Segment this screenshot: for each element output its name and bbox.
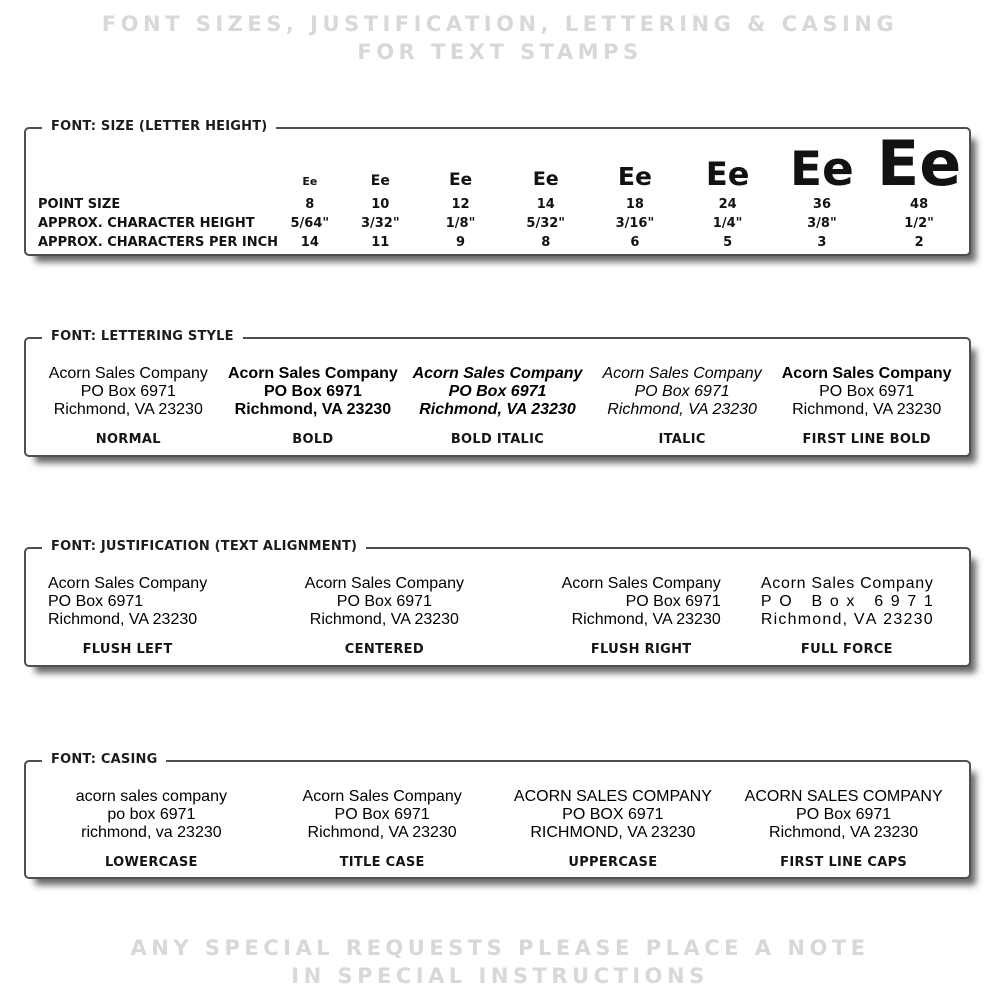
lettering-column-bold <box>221 365 406 447</box>
ee-sample-36pt: Ee <box>789 142 854 197</box>
chars-per-inch-value: 3 <box>817 235 827 250</box>
ee-sample-48pt: Ee <box>876 127 962 200</box>
justification-column-flush-right <box>497 575 735 658</box>
point-size-value: 14 <box>536 197 555 212</box>
chars-per-inch-value: 6 <box>630 235 640 250</box>
ee-sample-8pt: Ee <box>302 175 318 188</box>
address-sample: Acorn Sales Company PO Box 6971 Richmond, VA 23230 <box>302 788 462 841</box>
size-sample-row <box>26 127 969 200</box>
column-label: FLUSH RIGHT <box>590 642 692 657</box>
casing-column-title-case <box>267 788 498 870</box>
column-label: LOWERCASE <box>105 855 198 870</box>
ee-sample-18pt: Ee <box>617 162 652 191</box>
char-height-value: 1/2" <box>904 216 934 231</box>
point-size-value: 24 <box>718 197 737 212</box>
address-sample: Acorn Sales Company PO Box 6971 Richmond, VA 23230 <box>781 365 952 418</box>
char-height-value: 3/32" <box>360 216 400 231</box>
panel-lettering-style-legend: FONT: LETTERING STYLE <box>42 329 243 344</box>
justification-columns <box>26 549 969 658</box>
address-sample: Acorn Sales Company PO Box 6971 Richmond, VA 23230 <box>227 365 398 418</box>
ee-sample-14pt: Ee <box>532 168 559 190</box>
chars-per-inch-value: 2 <box>914 235 924 250</box>
address-sample: Acorn Sales Company PO Box 6971 Richmond, VA 23230 <box>412 365 583 418</box>
char-height-row-label: APPROX. CHARACTER HEIGHT <box>38 216 255 231</box>
point-size-value: 18 <box>625 197 644 212</box>
point-size-value: 10 <box>371 197 390 212</box>
page-title <box>0 10 1000 66</box>
lettering-column-normal <box>36 365 221 447</box>
casing-columns <box>26 762 969 870</box>
lettering-column-italic <box>590 365 775 447</box>
panel-lettering-style <box>24 329 971 457</box>
chars-per-inch-value: 14 <box>300 235 319 250</box>
ee-sample-24pt: Ee <box>705 155 750 193</box>
column-label: BOLD <box>292 432 334 447</box>
panel-casing-legend: FONT: CASING <box>42 752 166 767</box>
column-label: FULL FORCE <box>800 642 893 657</box>
point-size-value: 12 <box>451 197 470 212</box>
chars-per-inch-value: 8 <box>541 235 551 250</box>
point-size-value: 48 <box>910 197 929 212</box>
char-height-row <box>26 214 969 233</box>
page-title-line2: FOR TEXT STAMPS <box>357 40 643 64</box>
column-label: FIRST LINE CAPS <box>780 855 908 870</box>
page-title-line1: FONT SIZES, JUSTIFICATION, LETTERING & CASING <box>101 12 899 36</box>
chars-per-inch-row-label: APPROX. CHARACTERS PER INCH <box>38 235 279 250</box>
address-sample: Acorn Sales Company PO Box 6971 Richmond, VA 23230 <box>602 365 762 418</box>
ee-sample-10pt: Ee <box>370 173 390 189</box>
ee-sample-12pt: Ee <box>448 170 473 190</box>
panel-casing <box>24 752 971 879</box>
panel-font-size <box>24 119 971 256</box>
casing-column-first-line-caps <box>728 788 959 870</box>
column-label: CENTERED <box>344 642 424 657</box>
justification-column-centered <box>272 575 496 658</box>
point-size-value: 36 <box>812 197 831 212</box>
column-label: ITALIC <box>658 432 706 447</box>
justification-column-full-force <box>735 575 959 658</box>
point-size-row <box>26 195 969 214</box>
font-size-table <box>26 127 969 252</box>
size-sample-row-spacer <box>26 131 278 195</box>
lettering-column-first-line-bold <box>774 365 959 447</box>
footer-note-line2: IN SPECIAL INSTRUCTIONS <box>291 964 709 988</box>
char-height-value: 1/4" <box>712 216 743 231</box>
justification-column-flush-left <box>36 575 272 658</box>
address-sample: ACORN SALES COMPANY PO Box 6971 Richmond, VA 23230 <box>744 788 943 841</box>
address-sample: Acorn Sales Company PO Box 6971 Richmond, VA 23230 <box>48 365 208 418</box>
casing-column-lowercase <box>36 788 267 870</box>
address-sample: Acorn Sales Company PO Box 6971 Richmond, VA 23230 <box>304 575 464 628</box>
column-label: BOLD ITALIC <box>450 432 545 447</box>
address-sample: Acorn Sales Company PO Box 6971 Richmond, VA 23230 <box>561 575 721 628</box>
address-sample: acorn sales company po box 6971 richmond, va 23230 <box>75 788 227 841</box>
point-size-row-label: POINT SIZE <box>38 197 121 212</box>
column-label: FIRST LINE BOLD <box>802 432 931 447</box>
chars-per-inch-value: 9 <box>456 235 466 250</box>
column-label: NORMAL <box>95 432 161 447</box>
panel-font-size-legend: FONT: SIZE (LETTER HEIGHT) <box>42 119 276 134</box>
address-sample: Acorn Sales Company PO Box 6971 Richmond, VA 23230 <box>48 575 208 628</box>
chars-per-inch-value: 5 <box>723 235 733 250</box>
lettering-columns <box>26 339 969 447</box>
char-height-value: 5/64" <box>290 216 330 231</box>
lettering-column-bold-italic <box>405 365 590 447</box>
column-label: TITLE CASE <box>339 855 425 870</box>
casing-column-uppercase <box>498 788 729 870</box>
char-height-value: 3/8" <box>807 216 837 231</box>
address-sample: A c o r n S a l e s C o m p a n y P O B o x 6 9 7 1 R i c h m o n d , V A 2 3 2 3 0 <box>760 575 933 628</box>
footer-note-line1: ANY SPECIAL REQUESTS PLEASE PLACE A NOTE <box>130 936 870 960</box>
footer-note <box>0 934 1000 990</box>
address-sample: ACORN SALES COMPANY PO BOX 6971 RICHMOND, VA 23230 <box>513 788 712 841</box>
char-height-value: 3/16" <box>615 216 655 231</box>
point-size-value: 8 <box>305 197 315 212</box>
column-label: FLUSH LEFT <box>82 642 173 657</box>
panel-justification-legend: FONT: JUSTIFICATION (TEXT ALIGNMENT) <box>42 539 366 554</box>
chars-per-inch-value: 11 <box>371 235 390 250</box>
char-height-value: 5/32" <box>526 216 566 231</box>
panel-justification <box>24 539 971 667</box>
char-height-value: 1/8" <box>445 216 476 231</box>
column-label: UPPERCASE <box>568 855 658 870</box>
chars-per-inch-row <box>26 233 969 252</box>
